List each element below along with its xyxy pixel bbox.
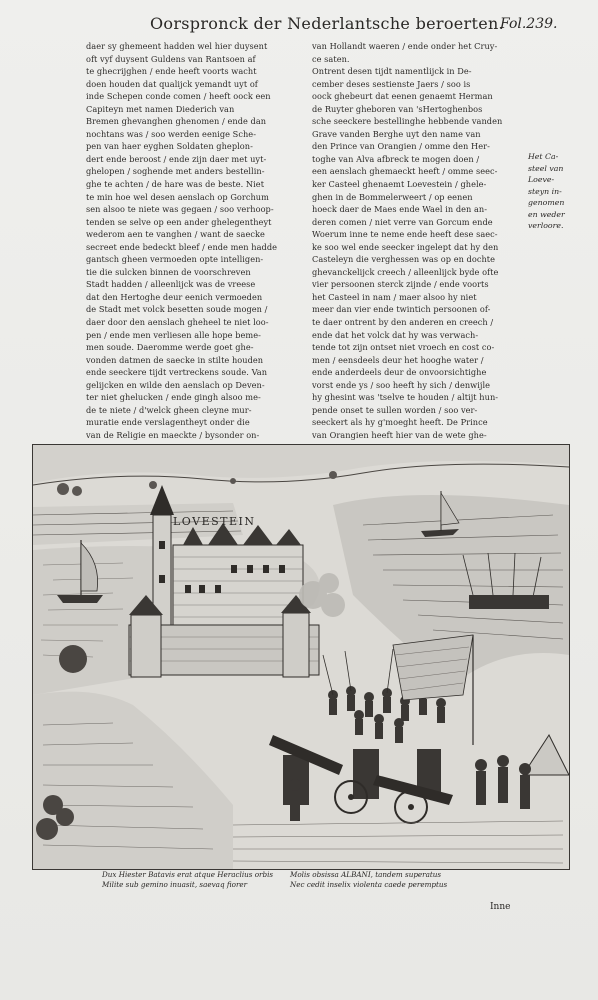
text-line: van Orangien heeft hier van de wete ghe- [312,429,487,440]
text-line: secreet ende bedeckt bleef / ende men hadde [86,241,278,252]
text-line: tenden se selve op een ander ghelegentheyt [86,216,272,227]
text-line: men / eensdeels deur het hooghe water / [312,354,484,365]
text-line: pen / ende men verliesen alle hope beme- [86,329,261,340]
catchword: Inne [490,902,511,912]
troops-on-hill [469,595,549,609]
text-line: Bremen ghevanghen ghenomen / ende dan [86,116,267,127]
text-line: pen van haer eyghen Soldaten gheplon- [86,141,253,152]
text-line: Capiteyn met namen Diederich van [86,103,235,114]
text-line: te min hoe wel desen aenslach op Gorchum [86,191,269,202]
text-line: ende anderdeels deur de onvoorsichtighe [312,367,487,378]
engraving-loevestein [32,444,570,870]
engraving-illustration [33,445,569,869]
running-title: Oorspronck der Nederlantsche beroerten. [150,14,504,33]
text-line: te ghecrijghen / ende heeft voorts wacht [86,66,257,77]
text-line: een aenslach ghemaeckt heeft / omme seec- [312,166,498,177]
text-line: de te niete / d'welck gheen cleyne mur- [86,404,252,415]
text-line: doen houden dat qualijck yemandt uyt of [86,78,258,89]
text-line: sche seeckere bestellinghe hebbende vanden [312,116,503,127]
text-line: Het Ca- [528,152,559,161]
text-line: men soude. Daeromme werde goet ghe- [86,342,254,353]
text-line: daer sy ghemeent hadden wel hier duysent [86,41,268,51]
text-line: Stadt hadden / alleenlijck was de vreese [86,279,256,290]
text-line: ce saten. [312,53,350,64]
caption-left [102,870,322,890]
text-line: verloore. [528,221,564,230]
text-line: tie die sulcken binnen de voorschreven [86,266,251,277]
text-column-left [86,40,308,454]
text-line: nochtans was / soo werden eenige Sche- [86,128,257,139]
text-line: ghevanckelijck creech / alleenlijck byde ofte [312,266,499,277]
text-line: en weder [528,209,565,219]
text-line: inde Schepen conde comen / heeft oock een [86,91,271,102]
text-line: sen alsoo te niete was gegaen / soo verhoop- [86,204,274,215]
text-line: Ontrent desen tijdt namentlijck in De- [312,66,472,77]
text-line: cember deses sestienste Jaers / soo is [312,78,471,89]
text-line: Loeve- [528,175,555,184]
text-line: ende seeckere tijdt vertreckens soude. Van [86,367,268,378]
text-line: deren comen / niet verre van Gorcum ende [312,216,493,227]
text-line: steel van [528,163,564,173]
text-line: ter niet ghelucken / ende gingh alsoo me- [86,392,261,403]
text-line: ghelopen / soghende met anders bestellin- [86,166,265,177]
text-line: toghe van Alva afbreck te mogen doen / [312,153,480,164]
text-line: daer door den aenslach gheheel te niet loo- [86,317,269,328]
text-line: ghen in de Bommelerweert / op eenen [312,191,473,202]
text-line: genomen [528,198,565,207]
text-line: ker Casteel ghenaemt Loevestein / ghele- [312,179,487,190]
folio-number: Fol.239. [500,16,558,32]
text-line: Casteleyn die verghessen was op en dochte [312,254,496,265]
text-column-right [312,40,524,454]
text-line: de Ruyter gheboren van 'sHertoghenbos [312,103,483,114]
engraving-captions [32,868,568,898]
text-line: tende tot zijn ontset niet vroech en cost co- [312,342,495,353]
text-line: te daer ontrent by den anderen en creech / [312,317,494,328]
text-line: vonden datmen de saecke in stilte houden [86,354,264,365]
caption-right [290,870,540,890]
text-line: ke soo wel ende seecker ingelept dat hy den [312,241,499,252]
castle-label: LOVESTEIN [173,515,256,528]
text-line: de Stadt met volck besetten soude mogen / [86,304,268,315]
text-line: Grave vanden Berghe uyt den name van [312,128,481,139]
text-line: Dux Hiester Batavis erat atque Heraclius orbis [102,870,274,879]
text-line: Nec cedit inselix violenta caede peremptus [290,880,448,889]
text-line: pende onset te sullen worden / soo ver- [312,404,478,415]
text-line: vier persoonen sterck zijnde / ende voorts [312,279,489,290]
text-line: van de Religie en maeckte / bysonder on- [86,429,260,440]
text-line: wederom aen te vanghen / want de saecke [86,229,265,240]
text-line: dert ende beroost / ende zijn daer met uyt- [86,153,267,164]
text-line: hoeck daer de Maes ende Wael in den an- [312,204,488,215]
text-line: seeckert als hy g'moeght heeft. De Prince [312,417,488,428]
text-line: van Hollandt waeren / ende onder het Cruy- [312,41,498,51]
text-line: Molis obsissa ALBANI, tandem superatus [290,870,442,879]
marginal-note [528,151,594,232]
text-line: steyn in- [528,186,562,196]
text-line: den Prince van Orangien / omme den Her- [312,141,490,152]
text-line: ghe te achten / de hare was de beste. Niet [86,179,265,190]
text-line: gantsch gheen vermoeden opte intelligen- [86,254,264,265]
text-line: oock ghebeurt dat eenen genaemt Herman [312,91,493,102]
text-line: gelijcken en wilde den aenslach op Deven- [86,379,265,390]
text-line: hy ghesint was 'tselve te houden / altijt hun- [312,392,499,403]
text-line: muratie ende verslagentheyt onder die [86,417,250,428]
text-line: het Casteel in nam / maer alsoo hy niet [312,291,477,302]
text-line: Woerum inne te neme ende heeft dese saec- [312,229,498,240]
text-line: dat den Hertoghe deur eenich vermoeden [86,291,263,302]
text-line: Milite sub gemino inuasit, saevaq fiorer [102,880,248,889]
text-line: meer dan vier ende twintich persoonen of- [312,304,491,315]
text-line: ende dat het volck dat hy was verwach- [312,329,479,340]
text-line: oft vyf duysent Guldens van Rantsoen af [86,53,256,64]
text-line: vorst ende ys / soo heeft hy sich / denwijle [312,379,491,390]
